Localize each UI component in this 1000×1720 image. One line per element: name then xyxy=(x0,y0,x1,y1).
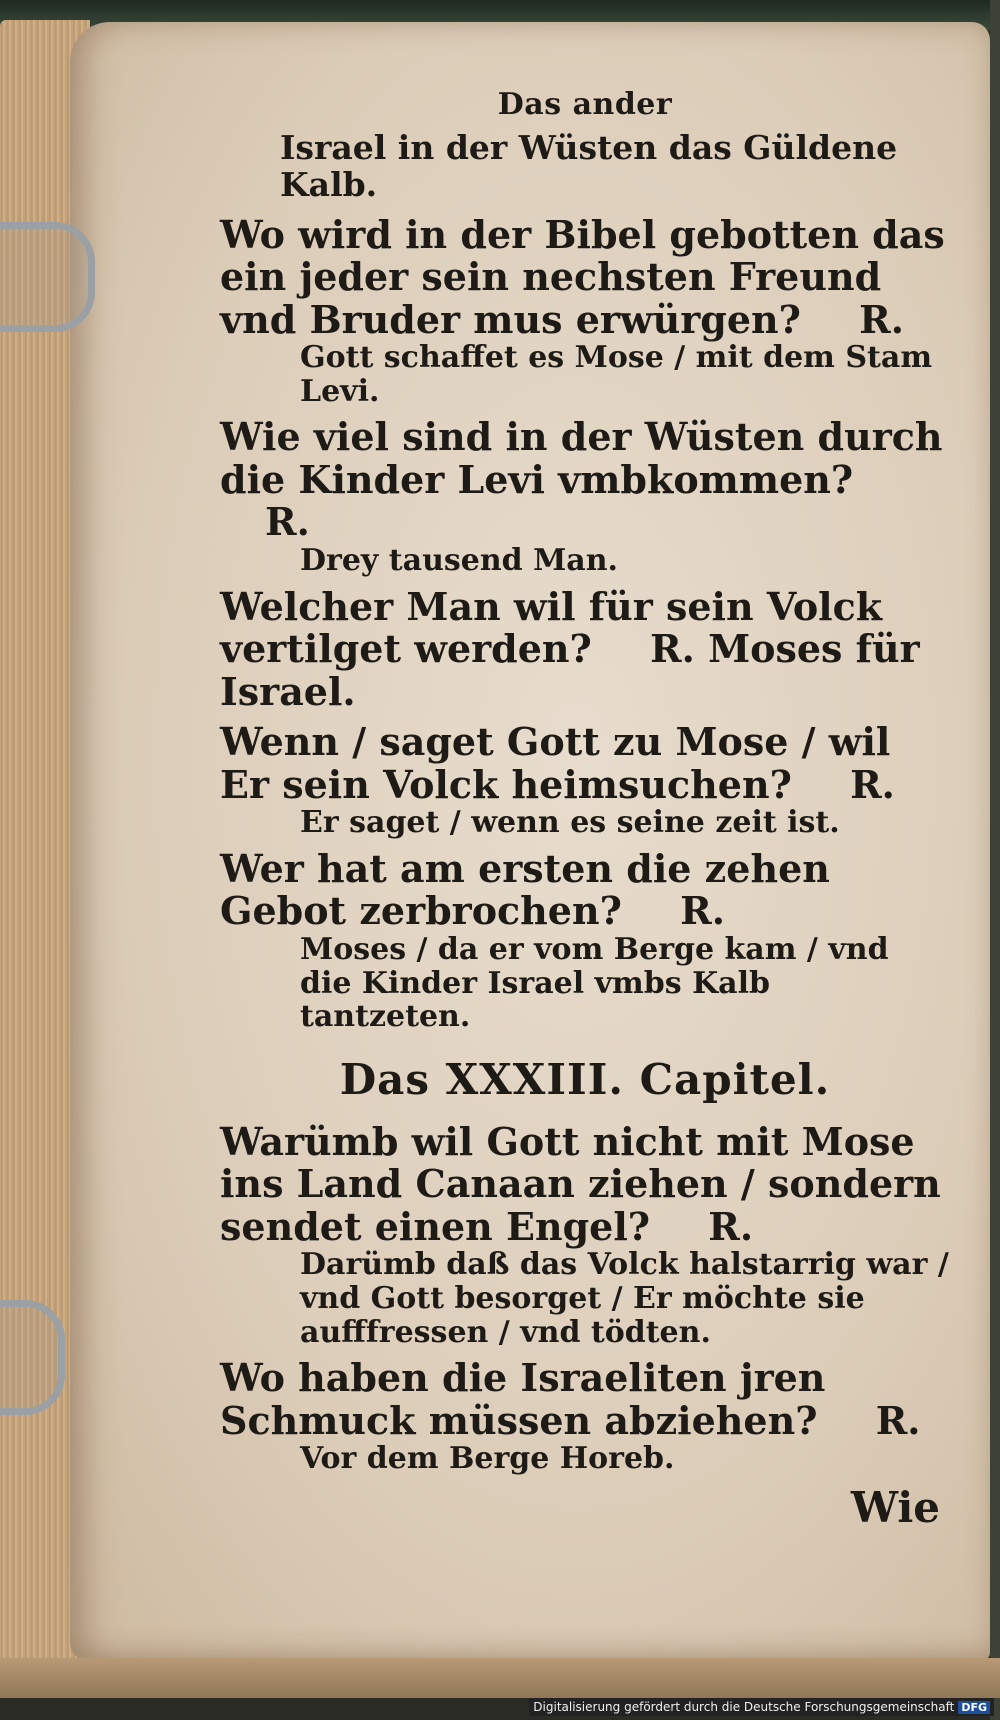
question: Wer hat am ersten die zehen Gebot zerbrochen? R. xyxy=(220,845,830,934)
catchword: Wie xyxy=(850,1482,940,1532)
qa-entry xyxy=(220,845,950,1035)
page-bottom-edge xyxy=(0,1658,1000,1698)
response-marker: R. xyxy=(859,296,904,342)
response-marker: R. xyxy=(265,499,310,545)
response-marker: R. xyxy=(850,761,895,807)
entries-after-chapter xyxy=(220,1118,950,1477)
page-text xyxy=(220,88,950,1531)
book-cover-right xyxy=(990,0,1000,1720)
answer: Moses für Israel. xyxy=(220,626,920,714)
answer: Er saget / wenn es seine zeit ist. xyxy=(300,805,840,841)
running-head: Das ander xyxy=(497,87,673,122)
question: Warümb wil Gott nicht mit Mose ins Land Canaan ziehen / sondern sendet einen Engel? R. xyxy=(220,1118,941,1249)
qa-entry xyxy=(220,211,950,409)
question: Wie viel sind in der Wüsten durch die Kinder Levi vmbkommen? R. xyxy=(220,414,943,545)
question: Welcher Man wil für sein Volck vertilget werden? R. Moses für Israel. xyxy=(220,583,920,714)
response-marker: R. xyxy=(680,888,725,934)
qa-entry xyxy=(220,721,950,840)
dfg-logo: DFG xyxy=(958,1701,990,1714)
question: Wo haben die Israeliten jren Schmuck müssen abziehen? R. xyxy=(220,1355,921,1443)
response-marker: R. xyxy=(875,1397,921,1443)
clasp-top xyxy=(0,222,95,332)
answer: Darümb daß das Volck halstarrig war / vnd Gott besorget / Er möchte sie aufffressen / vnd tödten. xyxy=(300,1247,949,1350)
response-marker: R. xyxy=(650,626,695,672)
qa-entry xyxy=(220,1357,950,1476)
question: Wenn / saget Gott zu Mose / wil Er sein Volck heimsuchen? R. xyxy=(220,719,895,807)
answer: Gott schaffet es Mose / mit dem Stam Levi. xyxy=(300,340,933,409)
credit-text: Digitalisierung gefördert durch die Deutsche Forschungsgemeinschaft xyxy=(533,1700,955,1714)
continuation-line: Israel in der Wüsten das Güldene Kalb. xyxy=(280,127,898,204)
answer: Drey tausend Man. xyxy=(300,542,619,578)
qa-entry xyxy=(220,583,950,714)
digitization-credit xyxy=(529,1698,994,1716)
qa-entry xyxy=(220,416,950,577)
question: Wo wird in der Bibel gebotten das ein jeder sein nechsten Freund vnd Bruder mus erwürgen? R. xyxy=(220,211,945,342)
answer: Moses / da er vom Berge kam / vnd die Kinder Israel vmbs Kalb tantzeten. xyxy=(300,931,889,1035)
qa-entry xyxy=(220,1118,950,1350)
chapter-heading: Das XXXIII. Capitel. xyxy=(339,1054,831,1104)
answer: Vor dem Berge Horeb. xyxy=(300,1441,675,1477)
entries-before-chapter xyxy=(220,211,950,1035)
clasp-bottom xyxy=(0,1300,65,1415)
response-marker: R. xyxy=(708,1203,754,1249)
